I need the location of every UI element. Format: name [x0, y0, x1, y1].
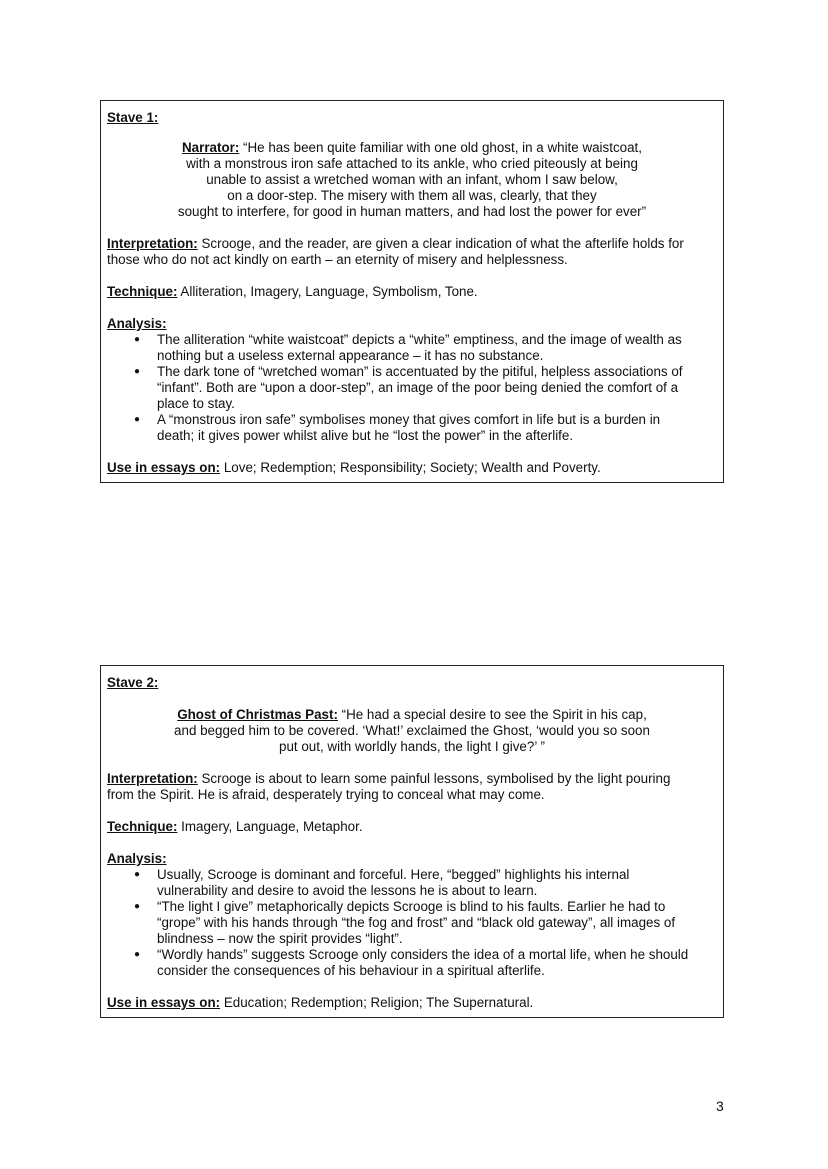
stave-2-card	[100, 665, 724, 1018]
analysis-label	[107, 851, 717, 867]
quote-speaker: Ghost of Christmas Past:	[177, 707, 338, 722]
quote-line: put out, with worldly hands, the light I give?’ ”	[279, 739, 545, 754]
quote-text: “He had a special desire to see the Spirit in his cap,	[337, 707, 647, 722]
quote-speaker: Narrator:	[182, 140, 240, 155]
analysis-line: death; it gives power whilst alive but he “lost the power” in the afterlife.	[157, 428, 574, 443]
analysis-line: nothing but a useless external appearance – it has no substance.	[157, 348, 544, 363]
analysis-line: “infant”. Both are “upon a door-step”, an image of the poor being denied the comfort of a	[157, 380, 679, 395]
analysis-item	[157, 412, 717, 444]
analysis-line: ● A “monstrous iron safe” symbolises money that gives comfort in life but is a burden in	[157, 412, 661, 427]
analysis-list	[107, 332, 717, 444]
analysis-line: ● “The light I give” metaphorically depicts Scrooge is blind to his faults. Earlier he had to	[157, 899, 666, 914]
interpretation-text: those who do not act kindly on earth – an eternity of misery and helplessness.	[107, 252, 568, 267]
technique-text: Imagery, Language, Metaphor.	[177, 819, 363, 834]
use-in-essays-text: Education; Redemption; Religion; The Supernatural.	[220, 995, 534, 1010]
analysis-line: “grope” with his hands through “the fog and frost” and “black old gateway”, all images of	[157, 915, 676, 930]
analysis-item	[157, 867, 717, 899]
analysis-label-text: Analysis:	[107, 851, 167, 866]
quote-line: unable to assist a wretched woman with an infant, whom I saw below,	[206, 172, 618, 187]
use-in-essays-text: Love; Redemption; Responsibility; Society; Wealth and Poverty.	[220, 460, 601, 475]
interpretation-label: Interpretation:	[107, 771, 198, 786]
technique	[107, 284, 717, 300]
analysis-line: ● The alliteration “white waistcoat” depicts a “white” emptiness, and the image of wealth as	[157, 332, 682, 347]
analysis-line: ● “Wordly hands” suggests Scrooge only considers the idea of a mortal life, when he should	[157, 947, 689, 962]
analysis-line: ● Usually, Scrooge is dominant and forceful. Here, “begged” highlights his internal	[157, 867, 630, 882]
quote-line: with a monstrous iron safe attached to its ankle, who cried piteously at being	[186, 156, 638, 171]
technique	[107, 819, 717, 835]
analysis-line: place to stay.	[157, 396, 235, 411]
analysis-item	[157, 899, 717, 947]
analysis-line: ● The dark tone of “wretched woman” is accentuated by the pitiful, helpless associations of	[157, 364, 683, 379]
analysis-item	[157, 947, 717, 979]
analysis-list	[107, 867, 717, 979]
stave-heading: Stave 1:	[107, 110, 159, 125]
analysis-line: consider the consequences of his behaviour in a spiritual afterlife.	[157, 963, 545, 978]
quote-text: “He has been quite familiar with one old ghost, in a white waistcoat,	[239, 140, 642, 155]
analysis-label	[107, 316, 717, 332]
analysis-label-text: Analysis:	[107, 316, 167, 331]
technique-text: Alliteration, Imagery, Language, Symbolism, Tone.	[177, 284, 478, 299]
use-in-essays	[107, 460, 717, 476]
stave-1-card	[100, 100, 724, 483]
interpretation	[107, 236, 717, 268]
technique-label: Technique:	[107, 284, 178, 299]
use-in-essays-label: Use in essays on:	[107, 460, 221, 475]
quote-block	[107, 707, 717, 755]
quote-line: sought to interfere, for good in human matters, and had lost the power for ever”	[177, 204, 647, 219]
interpretation	[107, 771, 717, 803]
quote-line: on a door-step. The misery with them all was, clearly, that they	[227, 188, 597, 203]
interpretation-text: Scrooge, and the reader, are given a clear indication of what the afterlife holds for	[197, 236, 684, 251]
analysis-item	[157, 364, 717, 412]
page-number: 3	[716, 1098, 724, 1114]
use-in-essays-label: Use in essays on:	[107, 995, 221, 1010]
use-in-essays	[107, 995, 717, 1011]
interpretation-text: from the Spirit. He is afraid, desperately trying to conceal what may come.	[107, 787, 545, 802]
analysis-line: vulnerability and desire to avoid the lessons he is about to learn.	[157, 883, 538, 898]
analysis-line: blindness – now the spirit provides “light”.	[157, 931, 403, 946]
quote-line: and begged him to be covered. ‘What!’ exclaimed the Ghost, ‘would you so soon	[174, 723, 650, 738]
interpretation-text: Scrooge is about to learn some painful lessons, symbolised by the light pouring	[197, 771, 671, 786]
quote-line	[107, 140, 717, 156]
technique-label: Technique:	[107, 819, 178, 834]
quote-line	[107, 707, 717, 723]
quote-block	[107, 140, 717, 220]
analysis-item	[157, 332, 717, 364]
stave-heading: Stave 2:	[107, 675, 159, 690]
interpretation-label: Interpretation:	[107, 236, 198, 251]
